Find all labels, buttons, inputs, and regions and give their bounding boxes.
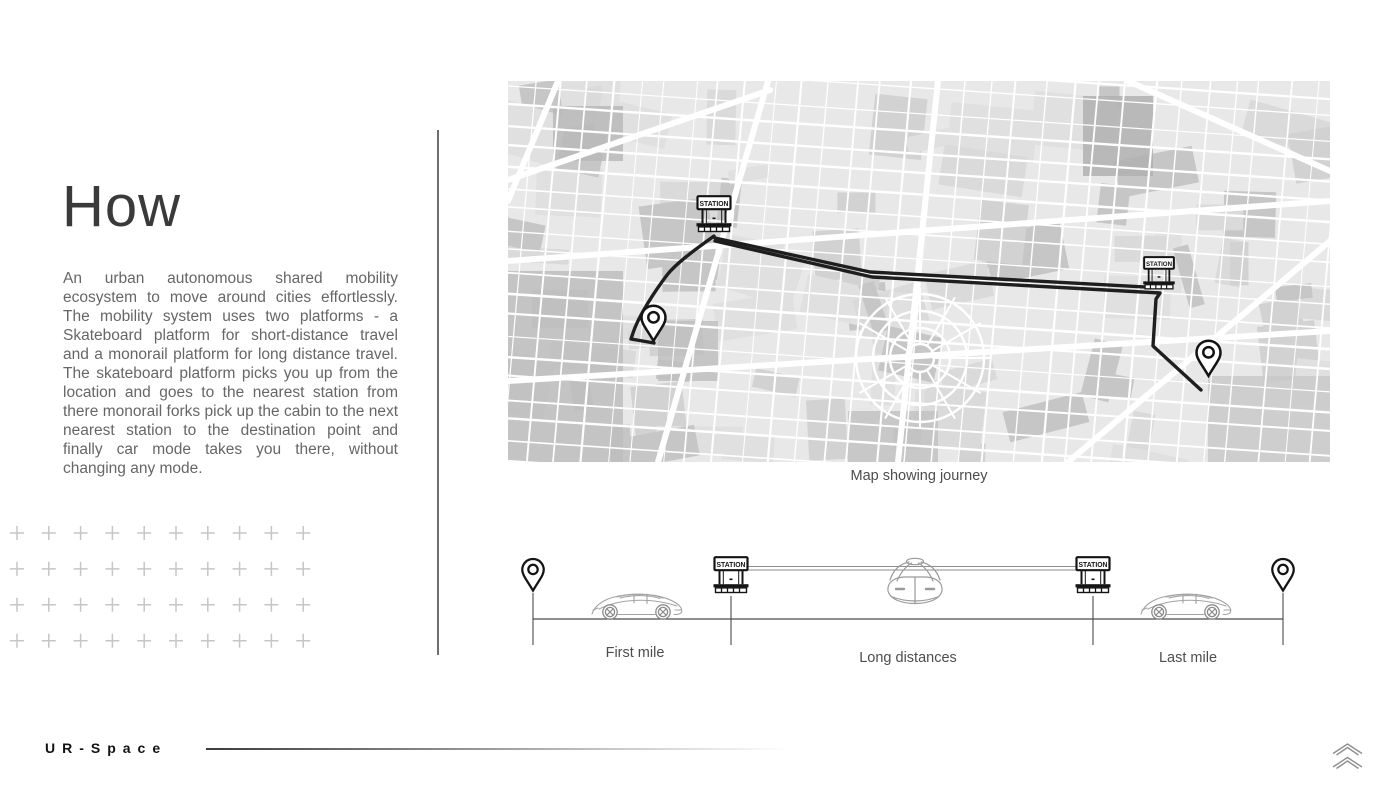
footer-rule — [206, 748, 791, 750]
map-caption: Map showing journey — [850, 468, 988, 484]
map-image — [508, 81, 1330, 462]
footer-brand: UR-Space — [45, 740, 168, 756]
autonomous-car-icon — [592, 594, 682, 619]
vertical-divider — [437, 130, 439, 655]
station-icon — [1076, 557, 1111, 592]
monorail-cabin-icon — [888, 558, 942, 603]
autonomous-car-icon — [1141, 594, 1231, 619]
page-title: How — [62, 174, 182, 239]
citroen-double-chevron-logo — [1331, 742, 1364, 770]
location-pin-icon — [522, 559, 543, 591]
location-pin-icon — [1272, 559, 1293, 591]
stage-label-last-mile: Last mile — [1158, 650, 1218, 666]
journey-map — [508, 81, 1330, 462]
monorail-track — [748, 567, 1096, 571]
station-icon — [714, 557, 749, 592]
stage-label-first-mile: First mile — [605, 645, 665, 661]
description-paragraph: An urban autonomous shared mobility ecosystem to move around cities effortlessly. The mobility system uses two platforms - a Skateboard platform for short-distance travel and a monorail platform for long distance travel. The skateboard platform picks you up from the location and goes to the nearest station from there monorail forks pick up the cabin to the next nearest station to the destination point and finally car mode takes you there, without changing any mode. — [63, 270, 398, 477]
plus-grid-decoration — [9, 525, 327, 674]
map-street-texture — [508, 81, 1330, 462]
plus-grid — [9, 525, 327, 669]
stage-label-long-distances: Long distances — [859, 650, 957, 666]
